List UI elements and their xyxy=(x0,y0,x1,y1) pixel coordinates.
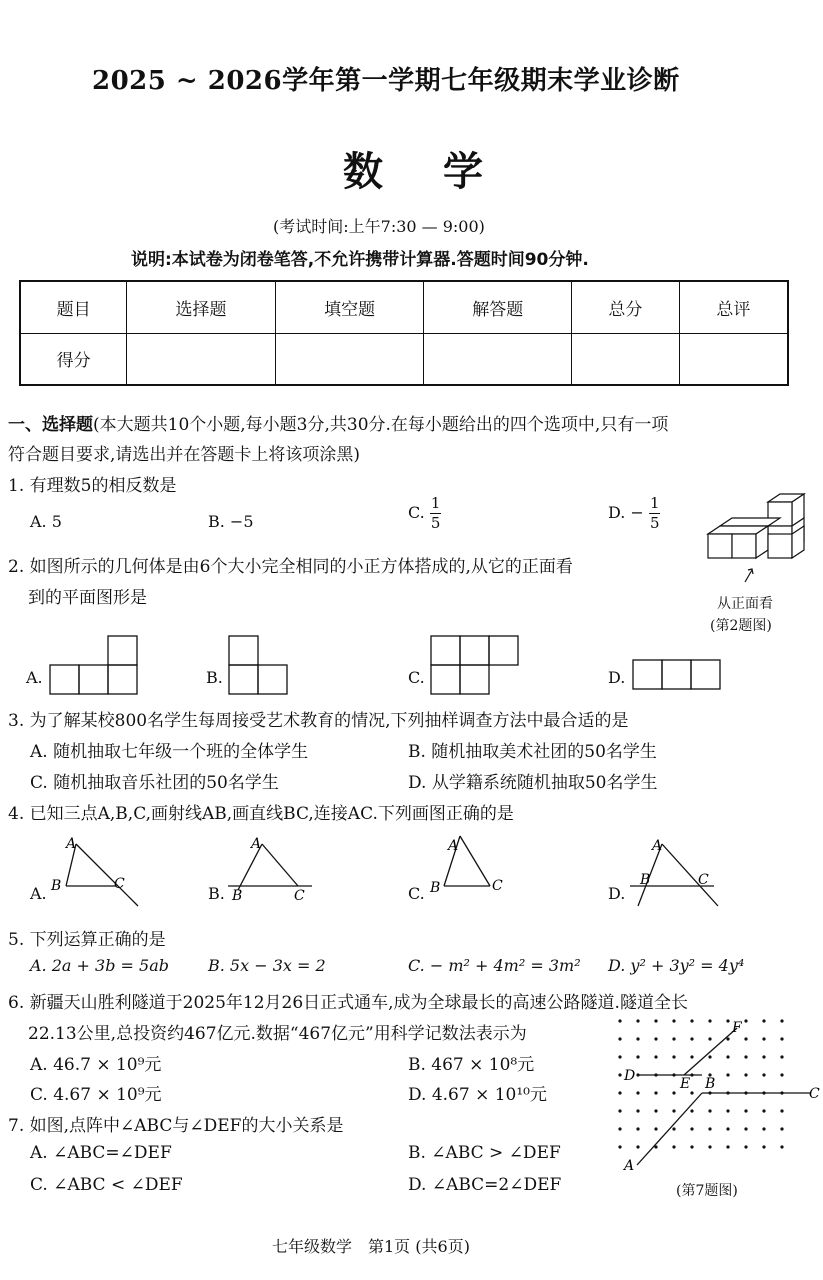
q2-option-c[interactable]: C. xyxy=(408,668,425,687)
q1-d-denominator: 5 xyxy=(649,514,660,532)
q1-option-c-prefix: C. xyxy=(408,503,425,522)
score-cell[interactable] xyxy=(275,333,424,385)
lattice-dot xyxy=(762,1037,765,1040)
q1-option-d-prefix: D. − xyxy=(608,503,644,522)
lattice-dot xyxy=(762,1109,765,1112)
lattice-dot xyxy=(708,1145,711,1148)
q2-option-d[interactable]: D. xyxy=(608,668,626,687)
page-footer: 七年级数学 第1页 (共6页) xyxy=(272,1237,470,1256)
q6-option-a[interactable]: A. 46.7 × 10⁹元 xyxy=(30,1055,162,1075)
q1-d-numerator: 1 xyxy=(649,494,660,512)
q1-option-c[interactable] xyxy=(408,496,441,531)
lattice-dot xyxy=(744,1019,747,1022)
lattice-dot xyxy=(744,1037,747,1040)
lattice-dot xyxy=(726,1145,729,1148)
q4c-label-c: C xyxy=(492,878,503,894)
lattice-dot xyxy=(654,1109,657,1112)
q6-stem-1: 6. 新疆天山胜利隧道于2025年12月26日正式通车,成为全球最长的高速公路隧道.隧道全长 xyxy=(8,993,688,1013)
lattice-dot xyxy=(636,1055,639,1058)
q4-option-c-figure xyxy=(426,832,526,912)
q2-figure-cubes xyxy=(700,490,810,580)
lattice-dot xyxy=(654,1091,657,1094)
q1-option-d[interactable] xyxy=(608,496,660,531)
q3-option-a[interactable]: A. 随机抽取七年级一个班的全体学生 xyxy=(30,742,309,762)
section-heading: 一、选择题 xyxy=(8,415,93,435)
lattice-dot xyxy=(780,1145,783,1148)
lattice-dot xyxy=(690,1019,693,1022)
q6-option-c[interactable]: C. 4.67 × 10⁹元 xyxy=(30,1085,162,1105)
q7-stem: 7. 如图,点阵中∠ABC与∠DEF的大小关系是 xyxy=(8,1116,344,1136)
q2-option-c-figure xyxy=(429,634,521,696)
lattice-dot xyxy=(708,1109,711,1112)
q4-option-d-figure xyxy=(626,832,726,912)
lattice-dot xyxy=(744,1127,747,1130)
q5-option-b[interactable]: B. 5x − 3x = 2 xyxy=(208,956,326,975)
score-table xyxy=(19,280,789,386)
q2-option-a-figure xyxy=(49,634,139,696)
lattice-dot xyxy=(618,1127,621,1130)
table-header: 解答题 xyxy=(424,281,572,333)
lattice-dot xyxy=(672,1055,675,1058)
q7-option-d[interactable]: D. ∠ABC=2∠DEF xyxy=(408,1175,562,1195)
lattice-dot xyxy=(636,1037,639,1040)
lattice-dot xyxy=(762,1145,765,1148)
lattice-dot xyxy=(744,1073,747,1076)
q4d-label-c: C xyxy=(698,872,709,888)
q4b-label-b: B xyxy=(232,888,243,904)
q7-fig-caption: (第7题图) xyxy=(676,1183,738,1199)
q4b-label-c: C xyxy=(294,888,305,904)
q1-option-b[interactable]: B. −5 xyxy=(208,512,254,531)
q2-stem-1: 2. 如图所示的几何体是由6个大小完全相同的小正方体搭成的,从它的正面看 xyxy=(8,557,573,577)
exam-note: 说明:本试卷为闭卷笔答,不允许携带计算器.答题时间90分钟. xyxy=(131,250,589,270)
q2-stem-2: 到的平面图形是 xyxy=(28,588,147,608)
q4d-label-a: A xyxy=(652,838,663,854)
lattice-dot xyxy=(708,1055,711,1058)
q7-option-c[interactable]: C. ∠ABC < ∠DEF xyxy=(30,1175,183,1195)
lattice-dot xyxy=(690,1145,693,1148)
q3-stem: 3. 为了解某校800名学生每周接受艺术教育的情况,下列抽样调查方法中最合适的是 xyxy=(8,711,629,731)
table-header: 题目 xyxy=(20,281,127,333)
q1-c-numerator: 1 xyxy=(430,494,441,512)
q2-option-a[interactable]: A. xyxy=(26,668,43,687)
lattice-dot xyxy=(690,1109,693,1112)
q5-option-c[interactable]: C. − m² + 4m² = 3m² xyxy=(408,956,581,975)
q2-fig-caption: (第2题图) xyxy=(710,618,772,634)
lattice-dot xyxy=(708,1019,711,1022)
lattice-dot xyxy=(618,1055,621,1058)
lattice-dot xyxy=(762,1055,765,1058)
lattice-dot xyxy=(726,1019,729,1022)
lattice-dot xyxy=(726,1055,729,1058)
lattice-dot xyxy=(672,1109,675,1112)
q4a-label-c: C xyxy=(114,876,125,892)
q2-fig-label: 从正面看 xyxy=(717,596,773,612)
q2-option-d-figure xyxy=(631,658,723,692)
q2-option-b-figure xyxy=(227,634,289,696)
lattice-dot xyxy=(690,1037,693,1040)
lattice-dot xyxy=(618,1145,621,1148)
q5-option-d[interactable]: D. y² + 3y² = 4y⁴ xyxy=(608,956,745,975)
lattice-dot xyxy=(636,1127,639,1130)
q4b-label-a: A xyxy=(251,836,262,852)
q7-label-a: A xyxy=(624,1158,635,1174)
table-header: 填空题 xyxy=(275,281,424,333)
score-cell[interactable] xyxy=(127,333,276,385)
q2-option-b[interactable]: B. xyxy=(206,668,223,687)
exam-time: (考试时间:上午7:30 — 9:00) xyxy=(273,217,485,236)
q4a-label-a: A xyxy=(66,836,77,852)
lattice-dot xyxy=(654,1019,657,1022)
q6-option-b[interactable]: B. 467 × 10⁸元 xyxy=(408,1055,535,1075)
q1-c-denominator: 5 xyxy=(430,514,441,532)
lattice-dot xyxy=(780,1073,783,1076)
q1-option-a[interactable]: A. 5 xyxy=(30,512,62,531)
q7-label-d: D xyxy=(624,1068,636,1084)
lattice-dot xyxy=(618,1091,621,1094)
q4c-label-a: A xyxy=(448,838,459,854)
q6-option-d[interactable]: D. 4.67 × 10¹⁰元 xyxy=(408,1085,547,1105)
lattice-dot xyxy=(726,1073,729,1076)
section-desc: (本大题共10个小题,每小题3分,共30分.在每小题给出的四个选项中,只有一项 xyxy=(93,415,669,435)
lattice-dot xyxy=(726,1037,729,1040)
q7-label-c: C xyxy=(809,1086,820,1102)
q7-option-b[interactable]: B. ∠ABC > ∠DEF xyxy=(408,1143,561,1163)
exam-title: 2025 ~ 2026学年第一学期七年级期末学业诊断 xyxy=(92,66,680,96)
lattice-dot xyxy=(726,1109,729,1112)
lattice-dot xyxy=(672,1019,675,1022)
score-cell[interactable] xyxy=(679,333,788,385)
lattice-dot xyxy=(636,1091,639,1094)
lattice-dot xyxy=(780,1037,783,1040)
q5-option-a[interactable]: A. 2a + 3b = 5ab xyxy=(30,956,169,975)
lattice-dot xyxy=(762,1127,765,1130)
q4-option-d[interactable]: D. xyxy=(608,884,626,903)
lattice-dot xyxy=(618,1073,621,1076)
lattice-dot xyxy=(780,1055,783,1058)
lattice-dot xyxy=(654,1127,657,1130)
lattice-dot xyxy=(672,1091,675,1094)
lattice-dot xyxy=(708,1127,711,1130)
q4-option-c[interactable]: C. xyxy=(408,884,425,903)
q7-label-b: B xyxy=(705,1076,716,1092)
q4-option-a[interactable]: A. xyxy=(30,884,47,903)
q4-option-b-figure xyxy=(226,832,326,912)
lattice-dot xyxy=(708,1037,711,1040)
lattice-dot xyxy=(636,1145,639,1148)
lattice-dot xyxy=(690,1091,693,1094)
q4c-label-b: B xyxy=(430,880,441,896)
lattice-dot xyxy=(636,1109,639,1112)
q4-option-a-figure xyxy=(48,832,148,912)
section-intro xyxy=(8,410,668,435)
table-header: 总评 xyxy=(679,281,788,333)
q3-option-c[interactable]: C. 随机抽取音乐社团的50名学生 xyxy=(30,773,279,793)
lattice-dot xyxy=(618,1037,621,1040)
q3-option-d[interactable]: D. 从学籍系统随机抽取50名学生 xyxy=(408,773,658,793)
q4-stem: 4. 已知三点A,B,C,画射线AB,画直线BC,连接AC.下列画图正确的是 xyxy=(8,804,514,824)
q6-stem-2: 22.13公里,总投资约467亿元.数据“467亿元”用科学记数法表示为 xyxy=(28,1024,527,1044)
lattice-dot xyxy=(762,1073,765,1076)
lattice-dot xyxy=(690,1055,693,1058)
q4-option-b[interactable]: B. xyxy=(208,884,225,903)
q7-label-f: F xyxy=(732,1020,742,1036)
lattice-dot xyxy=(672,1127,675,1130)
lattice-dot xyxy=(672,1037,675,1040)
table-header: 选择题 xyxy=(127,281,276,333)
section-desc-2: 符合题目要求,请选出并在答题卡上将该项涂黑) xyxy=(8,445,361,465)
q1-stem: 1. 有理数5的相反数是 xyxy=(8,476,177,496)
q7-figure-lattice xyxy=(612,1018,822,1178)
lattice-dot xyxy=(618,1109,621,1112)
lattice-dot xyxy=(762,1019,765,1022)
lattice-dot xyxy=(780,1019,783,1022)
lattice-dot xyxy=(744,1145,747,1148)
q4d-label-b: B xyxy=(640,872,651,888)
q7-label-e: E xyxy=(680,1076,691,1092)
q3-option-b[interactable]: B. 随机抽取美术社团的50名学生 xyxy=(408,742,657,762)
lattice-dot xyxy=(690,1127,693,1130)
lattice-dot xyxy=(744,1109,747,1112)
table-row-label: 得分 xyxy=(20,333,127,385)
table-header: 总分 xyxy=(572,281,680,333)
lattice-dot xyxy=(654,1037,657,1040)
lattice-dot xyxy=(744,1055,747,1058)
lattice-dot xyxy=(780,1127,783,1130)
lattice-dot xyxy=(636,1019,639,1022)
q5-stem: 5. 下列运算正确的是 xyxy=(8,930,166,950)
subject-title: 数学 xyxy=(343,148,543,195)
q7-option-a[interactable]: A. ∠ABC=∠DEF xyxy=(30,1143,172,1163)
lattice-dot xyxy=(654,1055,657,1058)
lattice-dot xyxy=(780,1109,783,1112)
lattice-dot xyxy=(672,1145,675,1148)
q4a-label-b: B xyxy=(51,878,62,894)
score-cell[interactable] xyxy=(572,333,680,385)
lattice-dot xyxy=(726,1127,729,1130)
score-cell[interactable] xyxy=(424,333,572,385)
lattice-dot xyxy=(618,1019,621,1022)
